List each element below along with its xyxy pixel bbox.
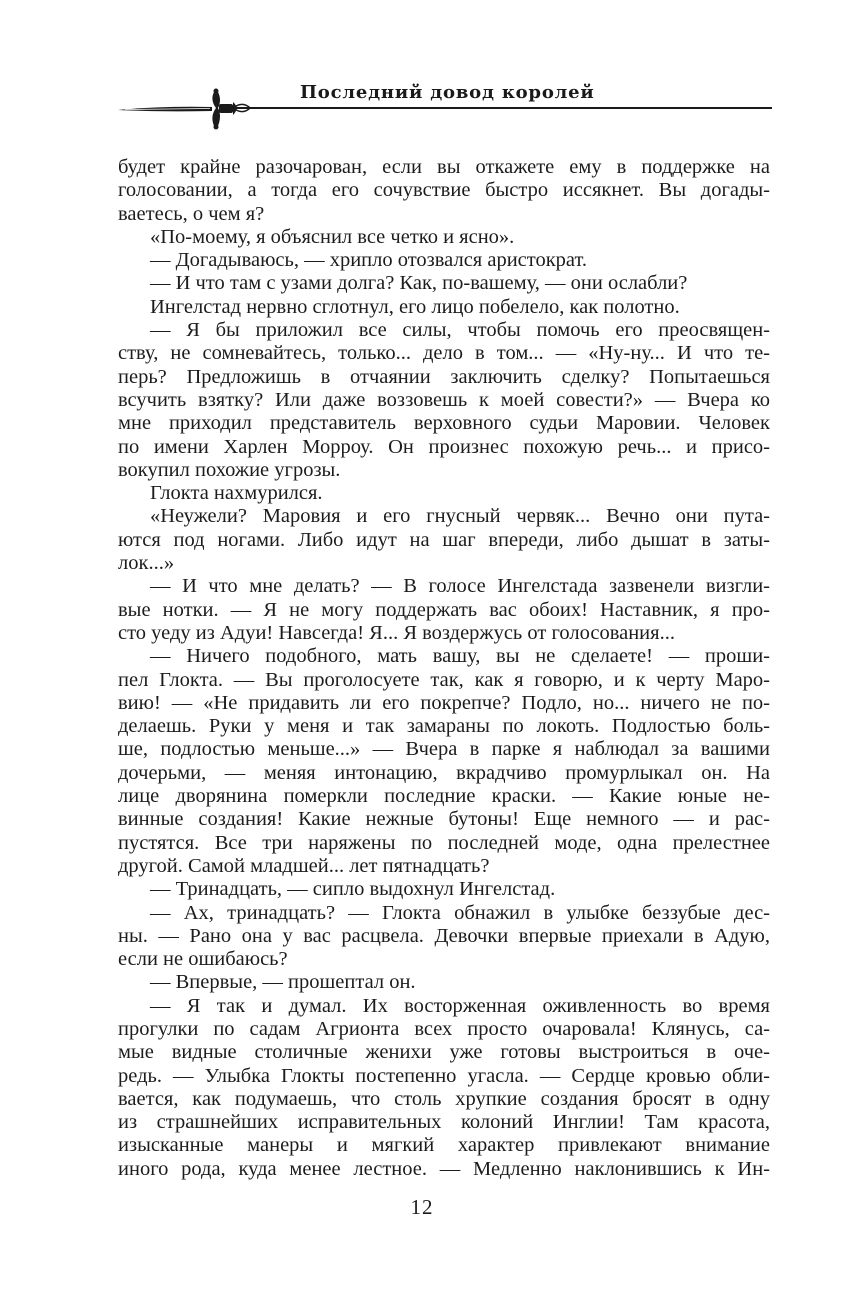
text-line: — Ничего подобного, мать вашу, вы не сделаете! — проши- (150, 645, 770, 668)
text-line: Глокта нахмурился. (150, 482, 323, 505)
text-line: ются под ногами. Либо идут на шаг впереди, либо дышат в заты- (118, 528, 770, 551)
text-line: сто уеду из Адуи! Навсегда! Я... Я воздержусь от голосования... (118, 621, 675, 644)
page-number: 12 (410, 1195, 434, 1219)
text-line: «Неужели? Маровия и его гнусный червяк... Вечно они пута- (150, 505, 770, 528)
text-line: ше, подлостью меньше...» — Вчера в парке я наблюдал за вашими (118, 738, 770, 761)
text-line: мые видные столичные женихи уже готовы выстроиться в оче- (118, 1041, 770, 1064)
text-line: Ингелстад нервно сглотнул, его лицо побелело, как полотно. (150, 295, 680, 318)
body-text (118, 156, 770, 1181)
text-line: винные создания! Какие нежные бутоны! Еще немного — и рас- (118, 808, 770, 831)
text-line: если не ошибаюсь? (118, 948, 288, 971)
text-line: будет крайне разочарован, если вы откажете ему в поддержке на (118, 156, 770, 178)
text-line: — Тринадцать, — сипло выдохнул Ингелстад. (150, 878, 556, 901)
text-line: — Ах, тринадцать? — Глокта обнажил в улыбке беззубые дес- (150, 901, 770, 924)
text-line: — Догадываюсь, — хрипло отозвался аристократ. (150, 249, 588, 272)
text-line: мне приходил представитель верховного судьи Маровии. Человек (118, 412, 770, 435)
text-line: другой. Самой младшей... лет пятнадцать? (118, 854, 490, 877)
text-line: лице дворянина померкли последние краски. — Какие юные не- (118, 785, 770, 808)
text-line: всучить взятку? Или даже воззовешь к моей совести?» — Вчера ко (118, 388, 770, 411)
text-line: пел Глокта. — Вы проголосуете так, как я говорю, и к черту Маро- (118, 668, 770, 691)
text-line: голосовании, а тогда его сочувствие быстро иссякнет. Вы догады- (118, 179, 770, 202)
text-line: вию! — «Не придавить ли его покрепче? Подло, но... ничего не по- (118, 691, 770, 714)
text-line: из страшнейших исправительных колоний Инглии! Там красота, (118, 1111, 770, 1134)
text-line: иного рода, куда менее лестное. — Медленно наклонившись к Ин- (118, 1157, 770, 1180)
text-line: дочерьми, — меняя интонацию, вкрадчиво промурлыкал он. На (118, 761, 770, 784)
text-line: вые нотки. — Я не могу поддержать вас обоих! Наставник, я про- (118, 598, 770, 621)
running-title: Последний довод королей (300, 82, 595, 103)
text-line: перь? Предложишь в отчаянии заключить сделку? Попытаешься (118, 365, 770, 388)
text-line: — Я бы приложил все силы, чтобы помочь его преосвящен- (150, 319, 770, 342)
text-line: делаешь. Руки у меня и так замараны по локоть. Подлостью боль- (118, 715, 770, 738)
text-line: изысканные манеры и мягкий характер привлекают внимание (118, 1134, 770, 1157)
text-line: по имени Харлен Морроу. Он произнес похожую речь... и присо- (118, 435, 770, 458)
text-line: — Впервые, — прошептал он. (150, 971, 416, 994)
text-line: лок...» (118, 552, 175, 575)
text-line: «По-моему, я объяснил все четко и ясно». (150, 225, 515, 248)
text-line: ны. — Рано она у вас расцвела. Девочки впервые приехали в Адую, (118, 924, 770, 947)
text-line: ваетесь, о чем я? (118, 202, 265, 225)
text-line: пустятся. Все три наряжены по последней моде, одна прелестнее (118, 831, 770, 854)
page-header (0, 0, 844, 130)
text-line: ству, не сомневайтесь, только... дело в том... — «Ну-ну... И что те- (118, 342, 770, 365)
text-line: вается, как подумаешь, что столь хрупкие создания бросят в одну (118, 1087, 770, 1110)
sword-icon (0, 0, 844, 130)
text-line: — И что мне делать? — В голосе Ингелстада зазвенели визгли- (150, 575, 770, 598)
text-line: вокупил похожие угрозы. (118, 458, 341, 481)
text-line: — Я так и думал. Их восторженная оживленность во время (150, 994, 770, 1017)
text-line: прогулки по садам Агрионта всех просто очаровала! Клянусь, са- (118, 1017, 770, 1040)
text-line: редь. — Улыбка Глокты постепенно угасла. — Сердце кровью обли- (118, 1064, 770, 1087)
text-line: — И что там с узами долга? Как, по-вашему, — они ослабли? (150, 272, 688, 295)
